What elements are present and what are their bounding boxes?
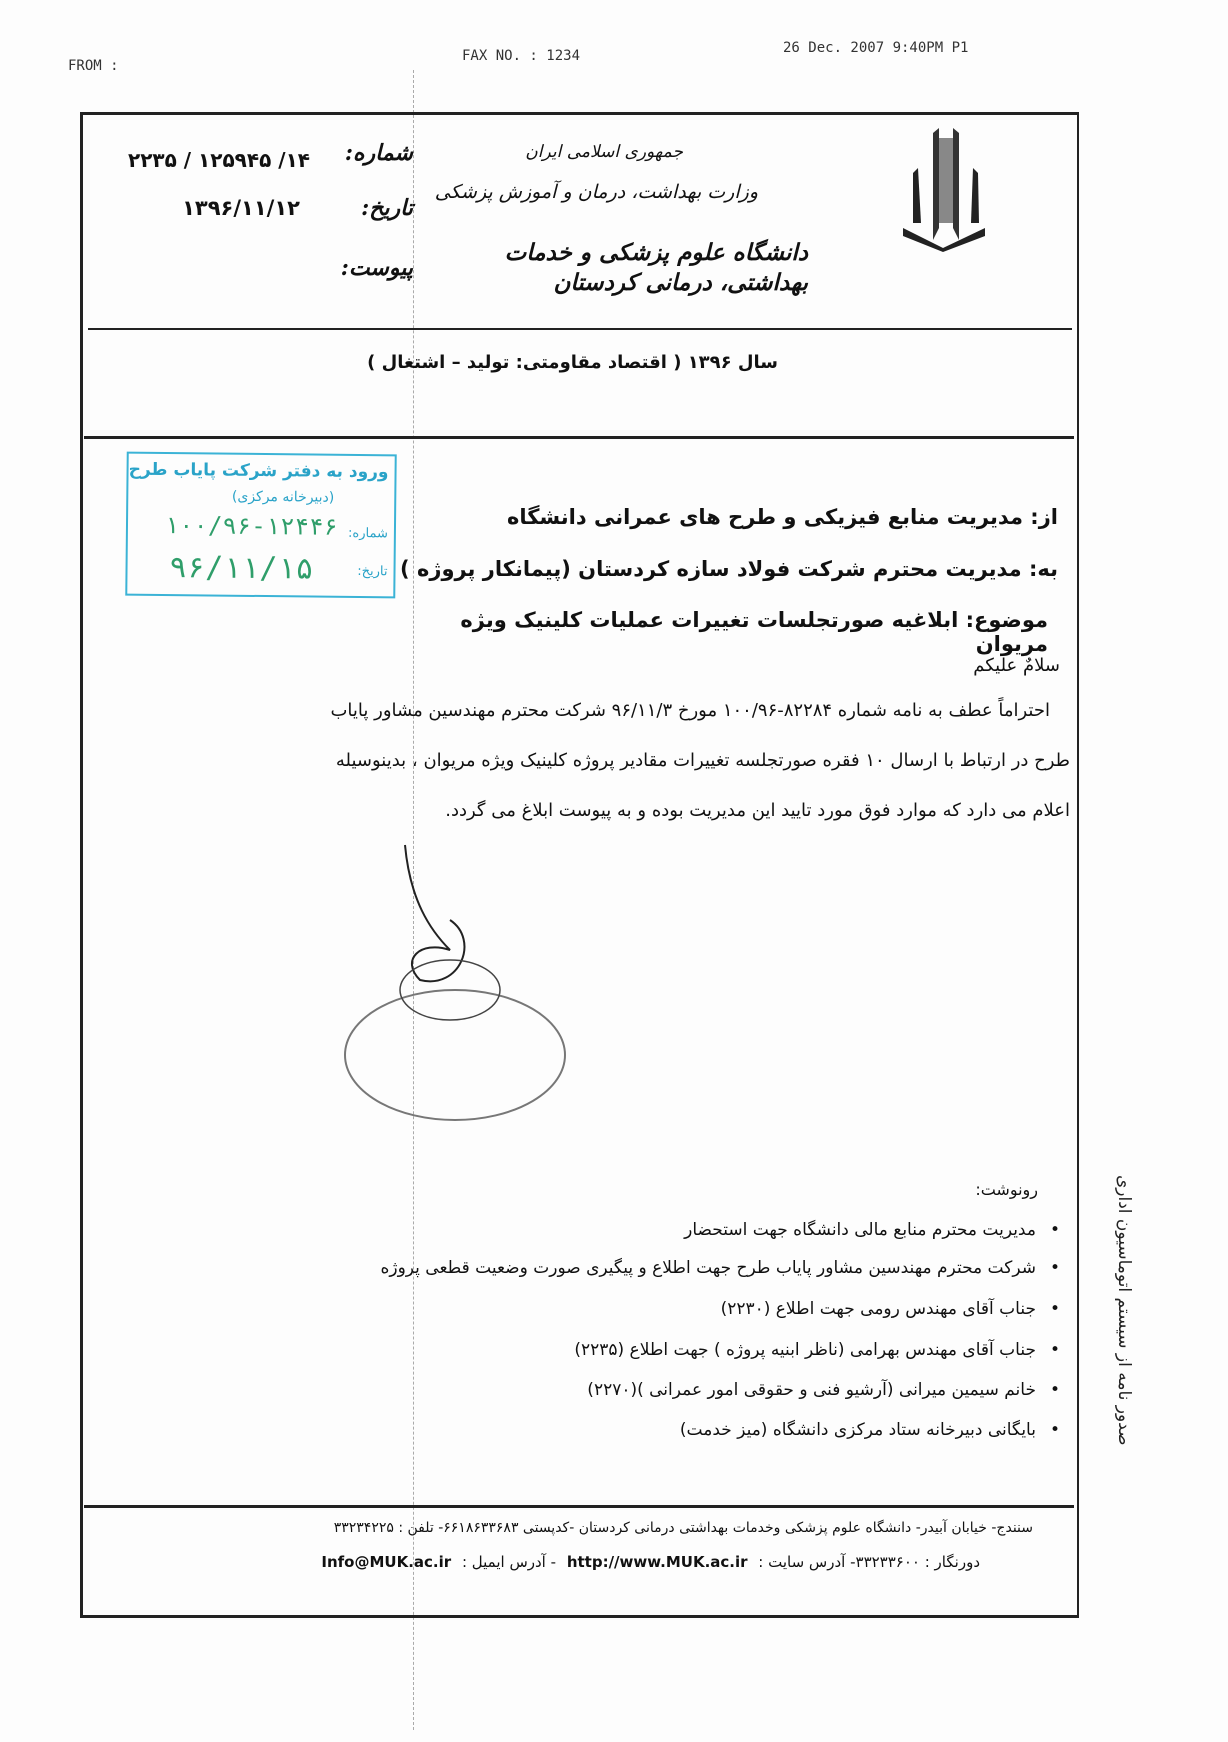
footer-fax: دورنگار : ۳۳۲۳۳۶۰۰- آدرس سایت : <box>758 1553 980 1571</box>
letterhead-republic: جمهوری اسلامی ایران <box>525 142 683 162</box>
attachment-label: پیوست: <box>340 255 413 281</box>
footer-email[interactable]: Info@MUK.ac.ir <box>321 1553 452 1571</box>
letter-number: ۱۴/ ۱۲۵۹۴۵ / ۲۲۳۵ <box>127 148 310 172</box>
cc-item: • جناب آقای مهندس رومی جهت اطلاع (۲۲۳۰) <box>721 1299 1060 1319</box>
header-divider <box>88 328 1072 330</box>
cc-heading: رونوشت: <box>975 1180 1038 1199</box>
body-line-1: احتراماً عطف به نامه شماره ۸۲۲۸۴-۱۰۰/۹۶ مورخ ۹۶/۱۱/۳ شرکت محترم مهندسین مشاور پایاب <box>330 700 1050 721</box>
letter-date: ۱۳۹۶/۱۱/۱۲ <box>182 196 300 220</box>
stamp-number: ۱۰۰/۹۶-۱۲۴۴۶ <box>164 510 339 541</box>
official-seal-icon <box>345 990 565 1120</box>
cc-item: • خانم سیمین میرانی (آرشیو فنی و حقوقی امور عمرانی )(۲۲۷۰) <box>587 1380 1060 1400</box>
slogan-divider <box>84 436 1074 439</box>
cc-item: • شرکت محترم مهندسین مشاور پایاب طرح جهت اطلاع و پیگیری صورت وضعیت قطعی پروژه <box>380 1258 1060 1278</box>
fax-number: FAX NO. : 1234 <box>462 48 581 64</box>
letter-to: به: مدیریت محترم شرکت فولاد سازه کردستان (پیمانکار پروژه ) <box>400 557 1058 581</box>
fax-datetime: 26 Dec. 2007 9:40PM P1 <box>783 40 969 56</box>
automation-side-note: صدور نامه از سیستم اتوماسیون اداری <box>1114 1175 1134 1446</box>
signature-and-seal <box>330 840 570 1130</box>
footer-website[interactable]: http://www.MUK.ac.ir <box>566 1553 748 1571</box>
footer-divider <box>84 1505 1074 1508</box>
letter-from: از: مدیریت منابع فیزیکی و طرح های عمرانی دانشگاه <box>506 505 1058 529</box>
university-logo-icon <box>893 128 993 253</box>
letter-greeting: سلامٌ علیکم <box>973 655 1060 676</box>
stamp-subtitle: (دبیرخانه مرکزی) <box>231 488 335 506</box>
year-slogan: سال ۱۳۹۶ ( اقتصاد مقاومتی: تولید – اشتغال ) <box>367 352 778 373</box>
stamp-date: ۹۶/۱۱/۱۵ <box>168 550 314 587</box>
footer-email-label: - آدرس ایمیل : <box>461 1553 557 1571</box>
letterhead-ministry: وزارت بهداشت، درمان و آموزش پزشکی <box>434 181 758 203</box>
cc-item: • بایگانی دبیرخانه ستاد مرکزی دانشگاه (میز خدمت) <box>680 1420 1060 1440</box>
stamp-date-label: تاریخ: <box>357 564 388 580</box>
footer-contacts <box>200 1553 980 1571</box>
letterhead-university: دانشگاه علوم پزشکی و خدمات بهداشتی، درمانی کردستان <box>504 239 808 296</box>
cc-item: • مدیریت محترم منابع مالی دانشگاه جهت استحضار <box>684 1220 1060 1240</box>
stamp-title: ورود به دفتر شرکت پایاب طرح <box>128 459 389 483</box>
letter-subject: موضوع: ابلاغیه صورتجلسات تغییرات عملیات کلینیک ویژه مریوان <box>460 608 1048 656</box>
cc-item: • جناب آقای مهندس بهرامی (ناظر ابنیه پروژه ) جهت اطلاع (۲۲۳۵) <box>574 1340 1060 1360</box>
footer-address: سنندج- خیابان آبیدر- دانشگاه علوم پزشکی وخدمات بهداشتی درمانی کردستان -کدپستی ۶۶۱۸۶۳۳۶۸۳- تلفن : ۳۳۲۳۴۲۲۵ <box>333 1520 1033 1536</box>
received-stamp <box>125 452 396 599</box>
fax-from: FROM : <box>68 58 119 74</box>
number-label: شماره: <box>344 140 413 166</box>
stamp-number-label: شماره: <box>347 525 388 542</box>
date-label: تاریخ: <box>361 195 413 221</box>
body-line-2: طرح در ارتباط با ارسال ۱۰ فقره صورتجلسه تغییرات مقادیر پروژه کلینیک ویژه مریوان ، بدینوسیله <box>335 750 1070 771</box>
body-line-3: اعلام می دارد که موارد فوق مورد تایید این مدیریت بوده و به پیوست ابلاغ می گردد. <box>445 800 1070 821</box>
